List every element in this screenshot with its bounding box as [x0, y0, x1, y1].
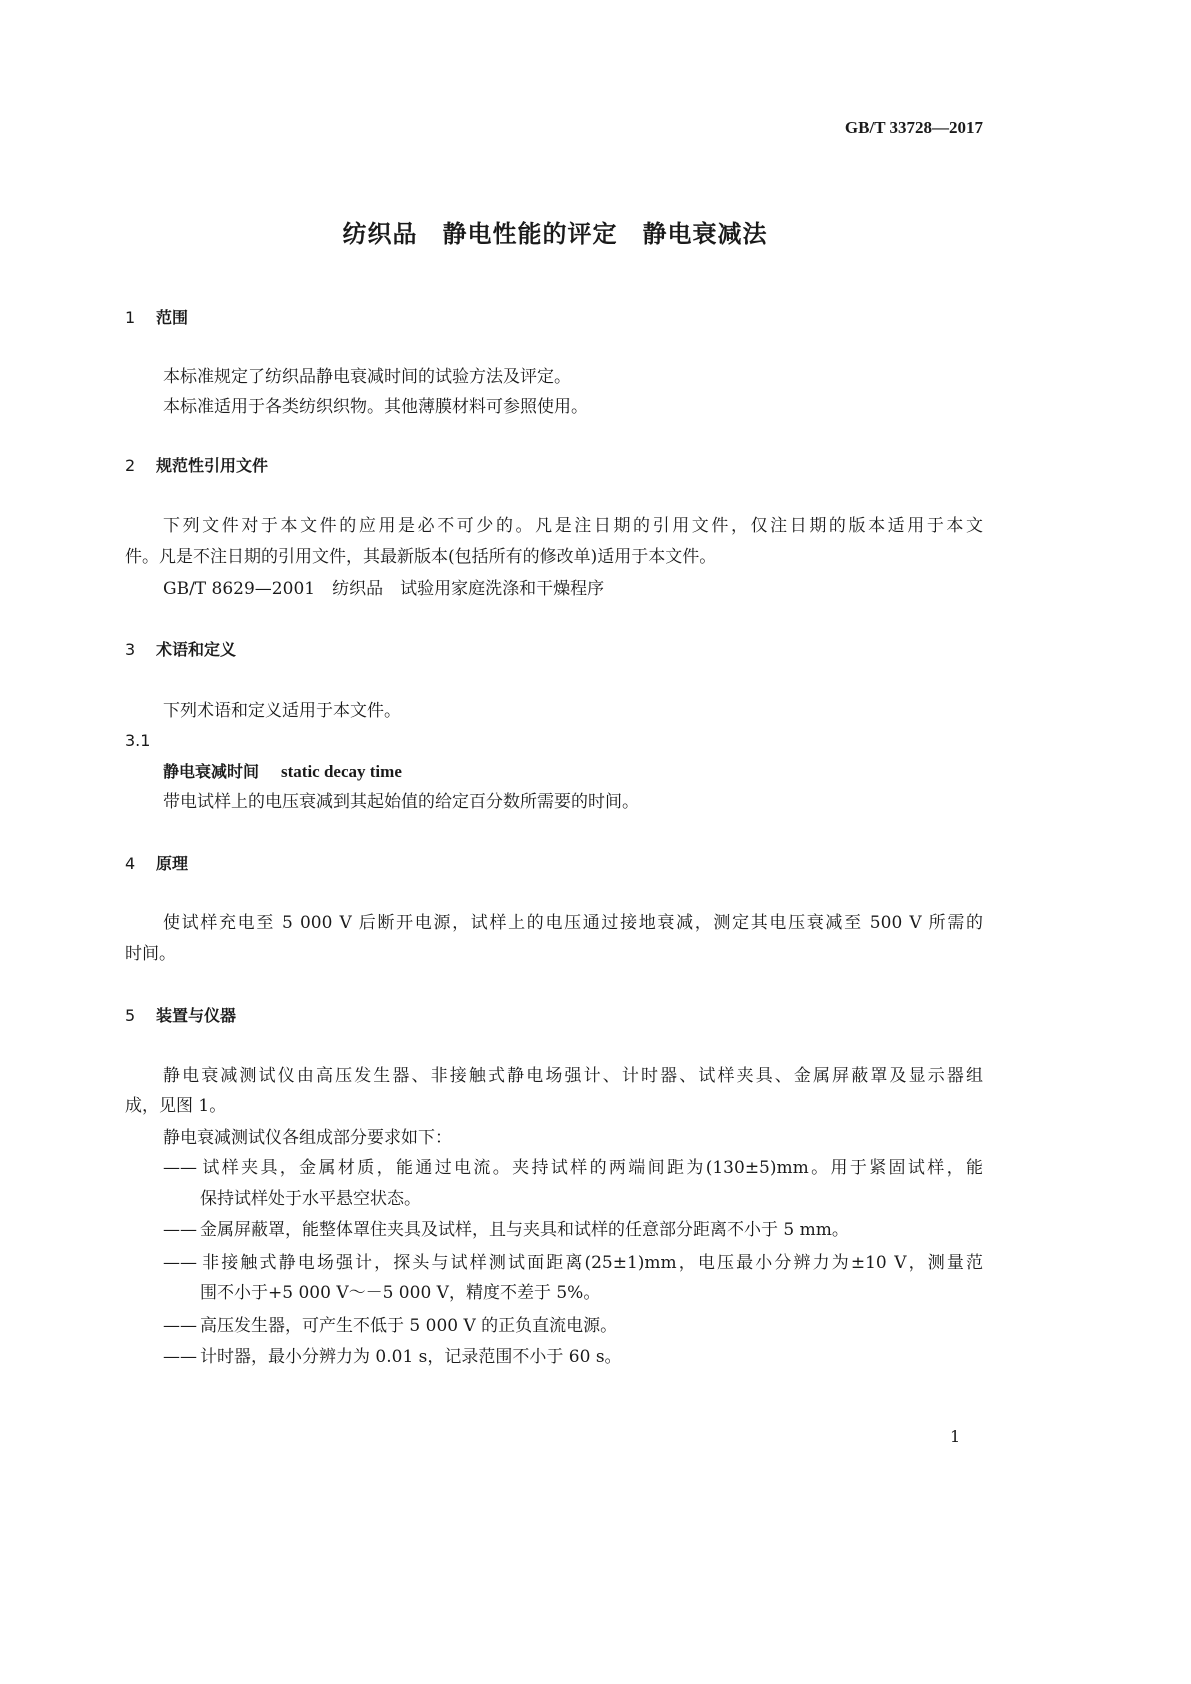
section-title: 原理: [156, 854, 189, 873]
list-item: [163, 1315, 617, 1337]
paragraph: 下列术语和定义适用于本文件。: [163, 701, 401, 721]
section-title: 装置与仪器: [156, 1006, 237, 1025]
dash-bullet: ——: [163, 1316, 197, 1336]
dash-bullet: ——: [163, 1347, 197, 1367]
paragraph: 静电衰减测试仪各组成部分要求如下：: [163, 1128, 452, 1148]
definition: 带电试样上的电压衰减到其起始值的给定百分数所需要的时间。: [163, 792, 639, 812]
term: [163, 761, 402, 783]
list-item: [163, 1252, 983, 1274]
paragraph: 静电衰减测试仪由高压发生器、非接触式静电场强计、计时器、试样夹具、金属屏蔽罩及显示器组: [163, 1066, 983, 1086]
list-item-continuation: 保持试样处于水平悬空状态。: [200, 1189, 421, 1209]
paragraph: 件。凡是不注日期的引用文件，其最新版本(包括所有的修改单)适用于本文件。: [125, 547, 717, 567]
list-item-text: 高压发生器，可产生不低于 5 000 V 的正负直流电源。: [200, 1316, 618, 1336]
list-item-text: 金属屏蔽罩，能整体罩住夹具及试样，且与夹具和试样的任意部分距离不小于 5 mm。: [200, 1220, 849, 1240]
list-item-text: 非接触式静电场强计，探头与试样测试面距离(25±1)mm，电压最小分辨力为±10 V，测量范: [200, 1253, 983, 1273]
dash-bullet: ——: [163, 1253, 197, 1273]
document-title: 纺织品 静电性能的评定 静电衰减法: [342, 220, 768, 248]
term-en: static decay time: [281, 762, 402, 781]
paragraph: 本标准适用于各类纺织织物。其他薄膜材料可参照使用。: [163, 397, 588, 417]
list-item-text: 计时器，最小分辨力为 0.01 s，记录范围不小于 60 s。: [200, 1347, 622, 1367]
section-number: 4: [125, 854, 136, 873]
paragraph: 成，见图 1。: [125, 1096, 227, 1116]
list-item-text: 试样夹具，金属材质，能通过电流。夹持试样的两端间距为(130±5)mm。用于紧固试样，能: [200, 1158, 983, 1178]
section-number: 1: [125, 308, 136, 327]
paragraph: 本标准规定了纺织品静电衰减时间的试验方法及评定。: [163, 367, 571, 387]
section-1-heading: [125, 307, 188, 329]
page-number: 1: [950, 1427, 961, 1446]
list-item: [163, 1157, 983, 1179]
paragraph: 时间。: [125, 944, 176, 964]
subclause-number: 3.1: [125, 731, 151, 750]
section-4-heading: [125, 853, 188, 875]
paragraph: 使试样充电至 5 000 V 后断开电源，试样上的电压通过接地衰减，测定其电压衰减至 500 V 所需的: [163, 913, 983, 933]
section-5-heading: [125, 1005, 236, 1027]
list-item: [163, 1219, 849, 1241]
dash-bullet: ——: [163, 1158, 197, 1178]
reference-item: GB/T 8629—2001 纺织品 试验用家庭洗涤和干燥程序: [163, 579, 605, 599]
list-item: [163, 1346, 622, 1368]
paragraph: 下列文件对于本文件的应用是必不可少的。凡是注日期的引用文件，仅注日期的版本适用于本文: [163, 516, 983, 536]
section-title: 规范性引用文件: [156, 456, 269, 475]
section-3-heading: [125, 639, 236, 661]
list-item-continuation: 围不小于+5 000 V～－5 000 V，精度不差于 5%。: [200, 1283, 601, 1303]
section-2-heading: [125, 455, 268, 477]
section-title: 范围: [156, 308, 189, 327]
section-number: 3: [125, 640, 136, 659]
section-number: 2: [125, 456, 136, 475]
standard-number: GB/T 33728—2017: [844, 118, 983, 137]
section-title: 术语和定义: [156, 640, 237, 659]
section-number: 5: [125, 1006, 136, 1025]
dash-bullet: ——: [163, 1220, 197, 1240]
term-cn: 静电衰减时间: [163, 762, 260, 781]
